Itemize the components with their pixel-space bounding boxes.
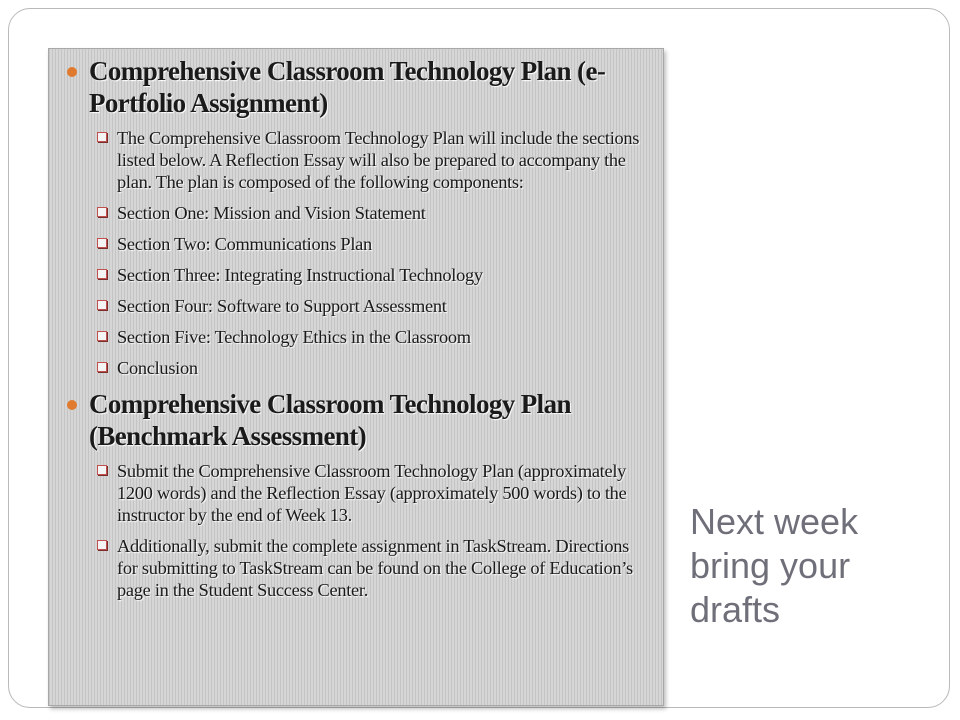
list-item: Section Four: Software to Support Assessment <box>63 295 645 317</box>
list-item: Additionally, submit the complete assignment in TaskStream. Directions for submitting to TaskStream can be found on the College of Education’s page in the Student Success Center. <box>63 535 645 601</box>
square-bullet-icon <box>97 207 107 217</box>
square-bullet-icon <box>97 132 107 142</box>
square-bullet-icon <box>97 238 107 248</box>
list-item: Section One: Mission and Vision Statement <box>63 202 645 224</box>
section-heading-text: Comprehensive Classroom Technology Plan (e-Portfolio Assignment) <box>89 56 606 118</box>
bullet-dot-icon <box>67 67 77 77</box>
square-bullet-icon <box>97 331 107 341</box>
bullet-dot-icon <box>67 400 77 410</box>
list-item: Section Two: Communications Plan <box>63 233 645 255</box>
section-heading <box>63 55 645 119</box>
side-note: Next week bring your drafts <box>690 501 859 630</box>
square-bullet-icon <box>97 300 107 310</box>
section-heading-text: Comprehensive Classroom Technology Plan (Benchmark Assessment) <box>89 389 571 451</box>
list-item: Section Three: Integrating Instructional Technology <box>63 264 645 286</box>
list-item: Conclusion <box>63 357 645 379</box>
content-box <box>48 48 664 706</box>
square-bullet-icon <box>97 540 107 550</box>
list-item: Section Five: Technology Ethics in the Classroom <box>63 326 645 348</box>
list-item: Submit the Comprehensive Classroom Technology Plan (approximately 1200 words) and the Reflection Essay (approximately 500 words) to the instructor by the end of Week 13. <box>63 460 645 526</box>
list-item: The Comprehensive Classroom Technology Plan will include the sections listed below. A Reflection Essay will also be prepared to accompany the plan. The plan is composed of the following components: <box>63 127 645 193</box>
square-bullet-icon <box>97 362 107 372</box>
square-bullet-icon <box>97 269 107 279</box>
section-heading <box>63 388 645 452</box>
square-bullet-icon <box>97 465 107 475</box>
